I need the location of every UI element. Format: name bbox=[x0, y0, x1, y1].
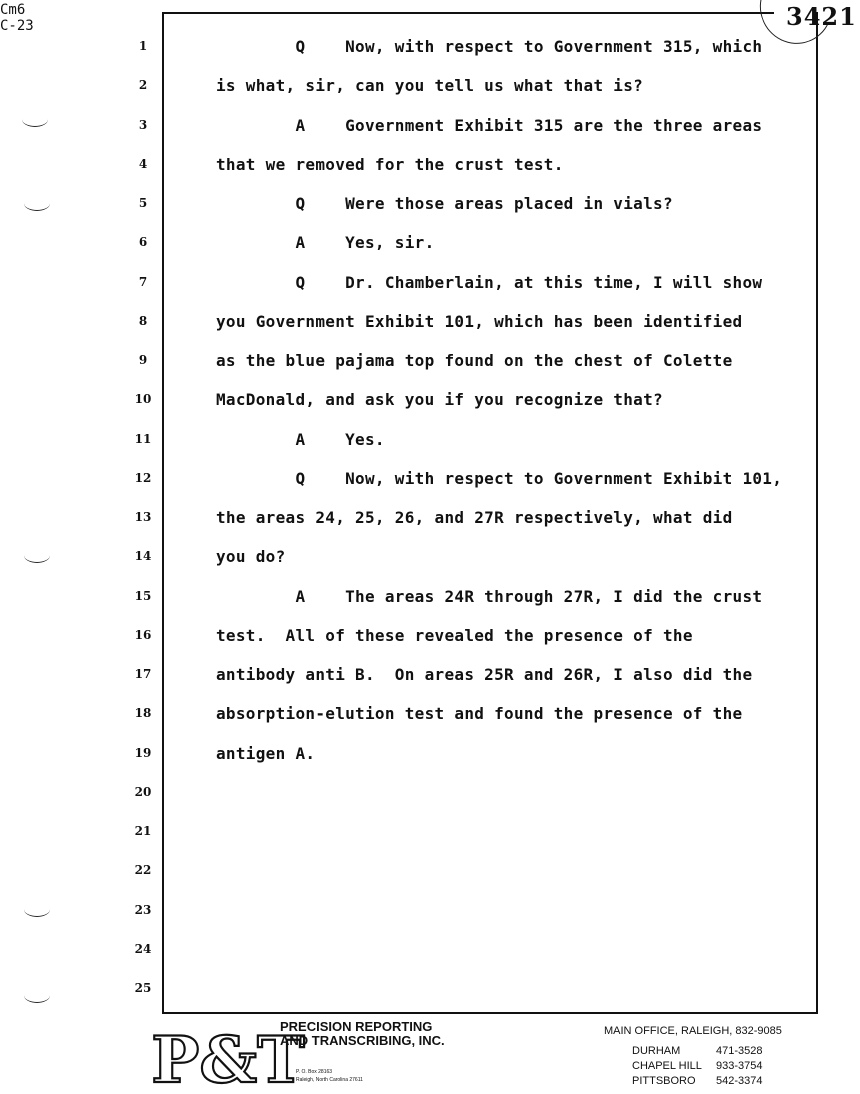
transcript-line: Q Were those areas placed in vials? bbox=[216, 194, 673, 213]
transcript-line: as the blue pajama top found on the chest of Colette bbox=[216, 351, 733, 370]
transcript-line: Q Dr. Chamberlain, at this time, I will show bbox=[216, 273, 763, 292]
line-number: 21 bbox=[134, 824, 152, 838]
line-number: 20 bbox=[134, 785, 152, 799]
transcript-line: test. All of these revealed the presence of the bbox=[216, 626, 693, 645]
company-address bbox=[296, 1068, 363, 1084]
office-city-1: DURHAM bbox=[632, 1045, 681, 1057]
office-city-2: CHAPEL HILL bbox=[632, 1060, 702, 1072]
line-number: 14 bbox=[134, 549, 152, 563]
transcript-line: A Yes, sir. bbox=[216, 233, 435, 252]
scan-arc-3 bbox=[24, 548, 50, 563]
line-number: 7 bbox=[138, 275, 148, 289]
page-number: 3421 bbox=[786, 2, 857, 31]
line-number: 12 bbox=[134, 471, 152, 485]
main-office: MAIN OFFICE, RALEIGH, 832-9085 bbox=[604, 1025, 782, 1037]
company-name bbox=[280, 1020, 445, 1048]
scan-arc-2 bbox=[24, 196, 50, 211]
office-phone-2: 933-3754 bbox=[716, 1060, 763, 1072]
line-number: 23 bbox=[134, 903, 152, 917]
company-logo bbox=[151, 1022, 305, 1094]
line-number: 8 bbox=[138, 314, 148, 328]
scan-arc-5 bbox=[24, 988, 50, 1003]
company-line-2: AND TRANSCRIBING, INC. bbox=[280, 1033, 445, 1048]
line-number: 13 bbox=[134, 510, 152, 524]
line-number: 19 bbox=[134, 746, 152, 760]
footer bbox=[0, 1020, 860, 1094]
transcript-line: A Government Exhibit 315 are the three areas bbox=[216, 116, 763, 135]
transcript-line: the areas 24, 25, 26, and 27R respectively, what did bbox=[216, 508, 733, 527]
line-number: 15 bbox=[134, 589, 152, 603]
transcript-line: absorption-elution test and found the presence of the bbox=[216, 704, 743, 723]
line-number: 5 bbox=[138, 196, 148, 210]
line-number: 11 bbox=[134, 432, 152, 446]
line-number: 10 bbox=[134, 392, 152, 406]
transcript-line: MacDonald, and ask you if you recognize that? bbox=[216, 390, 663, 409]
scan-arc-4 bbox=[24, 902, 50, 917]
line-number: 9 bbox=[138, 353, 148, 367]
transcript-line: antibody anti B. On areas 25R and 26R, I also did the bbox=[216, 665, 753, 684]
address-line-1: P. O. Box 28163 bbox=[296, 1069, 333, 1075]
transcript-line: antigen A. bbox=[216, 744, 316, 763]
line-number: 25 bbox=[134, 981, 152, 995]
transcript-line: A Yes. bbox=[216, 430, 385, 449]
line-number: 4 bbox=[138, 157, 148, 171]
line-number: 18 bbox=[134, 706, 152, 720]
line-number: 1 bbox=[138, 39, 148, 53]
transcript-line: you do? bbox=[216, 547, 286, 566]
scan-arc-1 bbox=[22, 112, 48, 127]
line-number: 17 bbox=[134, 667, 152, 681]
transcript-line: Q Now, with respect to Government Exhibit 101, bbox=[216, 469, 783, 488]
transcript-line: you Government Exhibit 101, which has been identified bbox=[216, 312, 743, 331]
line-number: 2 bbox=[138, 78, 148, 92]
address-line-2: Raleigh, North Carolina 27611 bbox=[296, 1077, 363, 1083]
logo-text: P&T bbox=[151, 1023, 305, 1094]
page-frame-top bbox=[162, 12, 774, 14]
line-number: 22 bbox=[134, 863, 152, 877]
transcript-line: Q Now, with respect to Government 315, which bbox=[216, 37, 763, 56]
transcript-line: that we removed for the crust test. bbox=[216, 155, 564, 174]
line-number: 24 bbox=[134, 942, 152, 956]
company-line-1: PRECISION REPORTING bbox=[280, 1019, 433, 1034]
line-number: 16 bbox=[134, 628, 152, 642]
office-city-3: PITTSBORO bbox=[632, 1075, 696, 1087]
line-number: 6 bbox=[138, 235, 148, 249]
office-phone-1: 471-3528 bbox=[716, 1045, 763, 1057]
margin-mark-1: Cm6 bbox=[0, 2, 26, 18]
transcript-line: is what, sir, can you tell us what that is? bbox=[216, 76, 644, 95]
line-number: 3 bbox=[138, 118, 148, 132]
transcript-line: A The areas 24R through 27R, I did the crust bbox=[216, 587, 763, 606]
office-phone-3: 542-3374 bbox=[716, 1075, 763, 1087]
margin-mark-2: C-23 bbox=[0, 18, 34, 34]
